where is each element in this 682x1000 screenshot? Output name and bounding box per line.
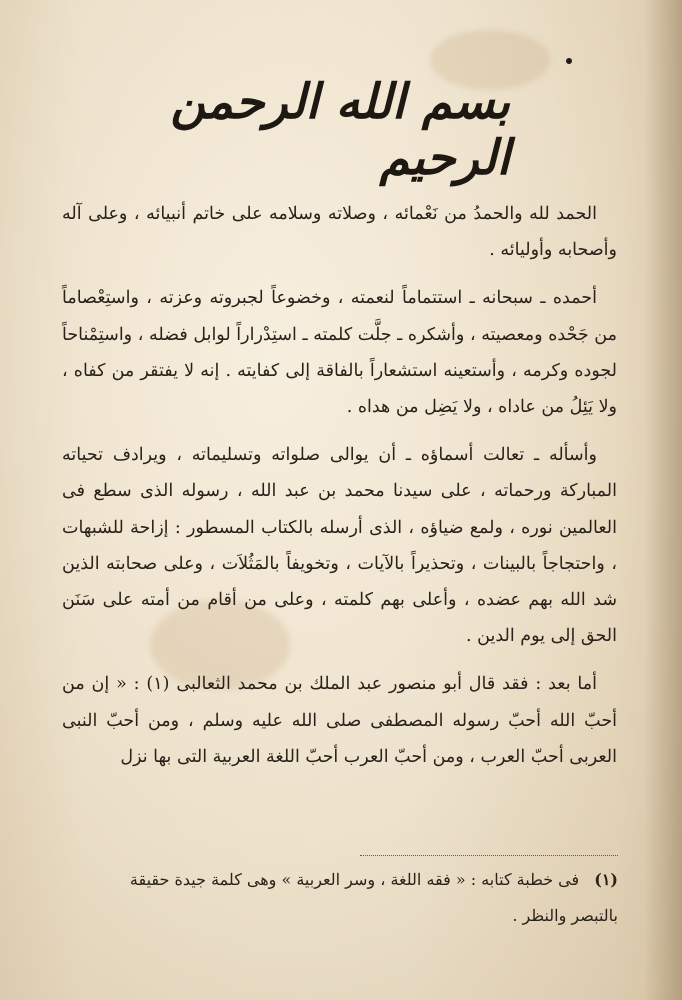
footnote-number: (١) (594, 870, 618, 889)
basmala-heading: بسم الله الرحمن الرحيم (170, 74, 510, 186)
paragraph-praise: أحمده ـ سبحانه ـ استتماماً لنعمته ، وخضوعاً لجبروته وعزته ، واستِعْصاماً من جَحْده ومعصيته ، وأشكره ـ جلَّت كلمته ـ استِدْراراً لوابل فضله ، واستِمْناحاً لجوده وكرمه ، وأستعينه استشعاراً بالفاقة إلى كفايته . إنه لا يفتقر من كفاه ، ولا يَئِلُ من عاداه ، ولا يَضِل من هداه . (62, 288, 617, 418)
footnote-divider (360, 855, 618, 856)
footnote-text: فى خطبة كتابه : « فقه اللغة ، وسر العربية » وهى كلمة جيدة حقيقة بالتبصر والنظر . (129, 870, 618, 925)
main-text (62, 196, 617, 775)
paragraph-opening: الحمد لله والحمدُ من نَعْمائه ، وصلاته وسلامه على خاتم أنبيائه ، وعلى آله وأصحابه وأوليائه . (62, 204, 617, 261)
paragraph-prayer: وأسأله ـ تعالت أسماؤه ـ أن يوالى صلواته وتسليماته ، ويرادف تحياته المباركة ورحماته ، على سيدنا محمد بن عبد الله ، رسوله الذى سطع فى العالمين نوره ، ولمع ضياؤه ، الذى أرسله بالكتاب المسطور : إزاحة للشبهات ، واحتجاجاً بالبينات ، وتحذيراً بالآيات ، وتخويفاً بالمَثُلاَت ، وعلى صحابته الذين شد الله بهم عضده ، وأعلى بهم كلمته ، وعلى من أقام من أمته على سَنَن الحق إلى يوم الدين . (62, 445, 617, 647)
paragraph-amma-baad: أما بعد : فقد قال أبو منصور عبد الملك بن محمد الثعالبى (١) : « إن من أحبّ الله أحبّ رسوله المصطفى صلى الله عليه وسلم ، ومن أحبّ النبى العربى أحبّ العرب ، ومن أحبّ العرب أحبّ اللغة العربية التى بها نزل (62, 674, 617, 767)
ink-dot (566, 58, 572, 64)
spine-shadow (644, 0, 682, 1000)
footnote (110, 862, 618, 934)
